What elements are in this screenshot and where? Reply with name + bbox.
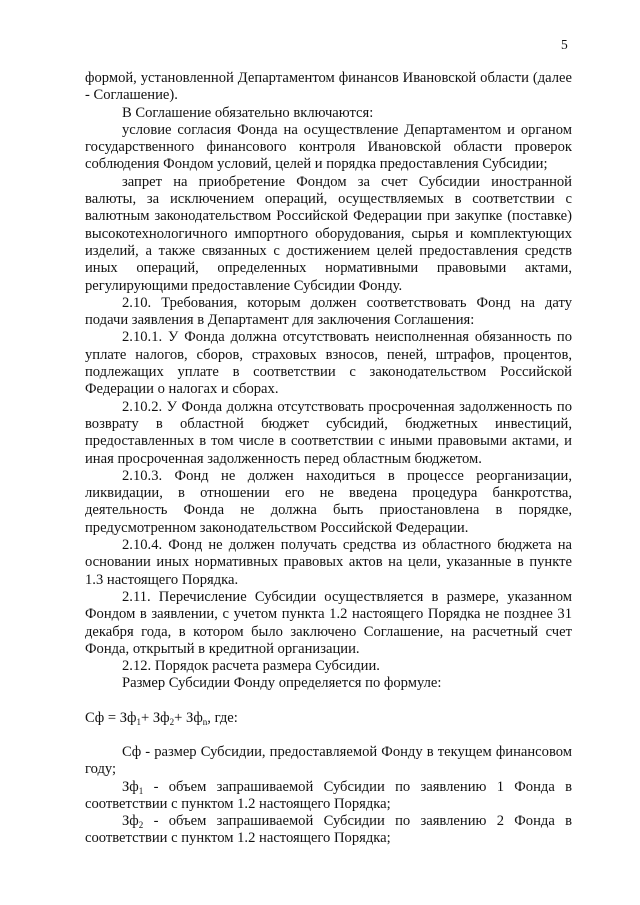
paragraph: условие согласия Фонда на осуществление Департаментом и органом государственного финансового контроля Ивановской области проверок соблюдения Фондом условий, целей и порядка предоставления Субсидии; — [85, 121, 572, 173]
definition-zf1: $Зф_1$ - объем запрашиваемой Субсидии по заявлению 1 Фонда в соответствии с пунктом 1.2 настоящего Порядка; — [85, 778, 572, 812]
paragraph: 2.10.4. Фонд не должен получать средства из областного бюджета на основании иных нормативных правовых актов на цели, указанные в пункте 1.3 настоящего Порядка. — [85, 537, 572, 588]
document-body — [85, 70, 572, 848]
paragraph: 2.10. Требования, которым должен соответствовать Фонд на дату подачи заявления в Департамент для заключения Соглашения: — [85, 294, 572, 329]
paragraph: запрет на приобретение Фондом за счет Субсидии иностранной валюты, за исключением операций, осуществляемых в соответствии с валютным законодательством Российской Федерации при закупке (поставке) высокотехнологичного импортного оборудования, сырья и комплектующих изделий, а также связанных с достижением целей предоставления средств иных операций, определенных нормативными правовыми актами, регулирующими предоставление Субсидии Фонду. — [85, 173, 572, 294]
paragraph: Размер Субсидии Фонду определяется по формуле: — [122, 675, 442, 692]
paragraph: формой, установленной Департаментом финансов Ивановской области (далее - Соглашение). — [85, 70, 572, 104]
paragraph: 2.12. Порядок расчета размера Субсидии. — [122, 658, 380, 675]
page-number: 5 — [561, 37, 568, 52]
paragraph: 2.10.3. Фонд не должен находиться в процессе реорганизации, ликвидации, в отношении его не введена процедура банкротства, деятельность Фонда не должна быть приостановлена в порядке, предусмотренном законодательством Российской Федерации. — [85, 467, 572, 536]
paragraph: 2.10.1. У Фонда должна отсутствовать неисполненная обязанность по уплате налогов, сборов, страховых взносов, пеней, штрафов, процентов, подлежащих уплате в соответствии с законодательством Российской Федерации о налогах и сборах. — [85, 329, 572, 398]
definition-sf: Сф - размер Субсидии, предоставляемой Фонду в текущем финансовом году; — [85, 743, 572, 778]
definition-zf2: $Зф_2$ - объем запрашиваемой Субсидии по заявлению 2 Фонда в соответствии с пунктом 1.2 настоящего Порядка; — [85, 813, 572, 847]
formula: Сф = $Зф_1+ Зф_2+ Зф_n$, где: — [85, 709, 238, 727]
paragraph: В Соглашение обязательно включаются: — [122, 104, 374, 121]
paragraph: 2.10.2. У Фонда должна отсутствовать просроченная задолженность по возврату в областной бюджет субсидий, бюджетных инвестиций, предоставленных в том числе в соответствии с иными правовыми актами, и иная просроченная задолженность перед областным бюджетом. — [85, 398, 572, 467]
paragraph: 2.11. Перечисление Субсидии осуществляется в размере, указанном Фондом в заявлении, с учетом пункта 1.2 настоящего Порядка не позднее 31 декабря года, в котором было заключено Соглашение, на расчетный счет Фонда, открытый в кредитной организации. — [85, 588, 572, 657]
